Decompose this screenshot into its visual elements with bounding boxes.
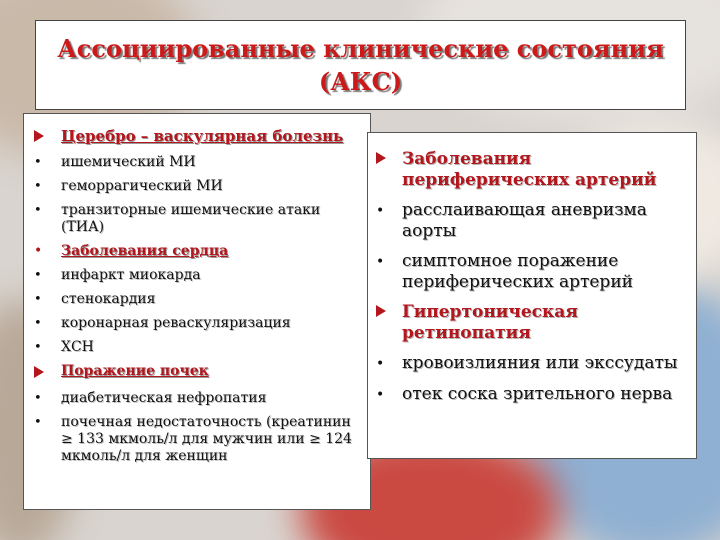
left-panel bbox=[23, 113, 371, 510]
list-item bbox=[34, 315, 364, 332]
bullet-dot-icon: • bbox=[34, 155, 42, 170]
list-item-text: расслаивающая аневризма аорты bbox=[402, 200, 647, 241]
list-item-text: отек соска зрительного нерва bbox=[402, 384, 673, 404]
list-heading bbox=[34, 127, 364, 147]
list-item-text: геморрагический МИ bbox=[61, 178, 223, 194]
list-item-text: стенокардия bbox=[61, 291, 156, 307]
list-item bbox=[34, 291, 364, 308]
bullet-dot-icon: • bbox=[34, 415, 42, 430]
list-heading-text: Гипертоническая ретинопатия bbox=[402, 302, 578, 343]
bullet-dot-icon: • bbox=[376, 387, 385, 403]
list-item-text: ХСН bbox=[61, 339, 94, 355]
list-item-text: ишемический МИ bbox=[61, 154, 196, 170]
bullet-dot-icon: • bbox=[34, 179, 42, 194]
bullet-dot-icon: • bbox=[34, 340, 42, 355]
list-heading bbox=[376, 149, 690, 191]
list-heading bbox=[34, 363, 364, 383]
list-item bbox=[34, 178, 364, 195]
list-item bbox=[376, 384, 690, 406]
list-item bbox=[34, 339, 364, 356]
bullet-dot-icon: • bbox=[34, 292, 42, 307]
list-heading-text: Поражение почек bbox=[61, 363, 209, 379]
list-item-text: транзиторные ишемические атаки (ТИА) bbox=[61, 202, 321, 235]
bullet-dot-icon: • bbox=[376, 254, 385, 270]
bullet-dot-icon: • bbox=[34, 316, 42, 331]
slide-title bbox=[35, 20, 686, 110]
list-heading-text: Заболевания сердца bbox=[61, 243, 229, 259]
list-item bbox=[376, 251, 690, 293]
arrow-bullet-icon bbox=[376, 149, 402, 170]
title-line-2: (АКС) bbox=[318, 67, 403, 96]
list-item bbox=[34, 154, 364, 171]
bullet-dot-icon: • bbox=[34, 391, 42, 406]
list-item bbox=[34, 202, 364, 236]
list-item bbox=[34, 414, 364, 465]
list-heading bbox=[34, 243, 364, 260]
list-item bbox=[376, 353, 690, 375]
arrow-bullet-icon bbox=[34, 363, 61, 383]
list-item-text: диабетическая нефропатия bbox=[61, 390, 267, 406]
list-item-text: коронарная реваскуляризация bbox=[61, 315, 291, 331]
arrow-bullet-icon bbox=[34, 127, 61, 147]
list-heading bbox=[376, 302, 690, 344]
list-heading-text: Церебро – васкулярная болезнь bbox=[61, 127, 344, 145]
arrow-bullet-icon bbox=[376, 302, 402, 323]
list-item-text: кровоизлияния или экссудаты bbox=[402, 353, 678, 373]
list-item bbox=[34, 267, 364, 284]
list-item bbox=[34, 390, 364, 407]
bullet-dot-icon: • bbox=[34, 243, 43, 259]
title-line-1: Ассоциированные клинические состояния bbox=[57, 34, 664, 63]
bullet-dot-icon: • bbox=[376, 203, 385, 219]
bullet-dot-icon: • bbox=[376, 356, 385, 372]
list-item bbox=[376, 200, 690, 242]
right-panel bbox=[367, 132, 697, 459]
list-heading-text: Заболевания периферических артерий bbox=[402, 149, 657, 190]
bullet-dot-icon: • bbox=[34, 203, 42, 218]
bullet-dot-icon: • bbox=[34, 268, 42, 283]
list-item-text: почечная недостаточность (креатинин ≥ 133 мкмоль/л для мужчин или ≥ 124 мкмоль/л для женщин bbox=[61, 414, 352, 464]
list-item-text: симптомное поражение периферических артерий bbox=[402, 251, 633, 292]
list-item-text: инфаркт миокарда bbox=[61, 267, 201, 283]
